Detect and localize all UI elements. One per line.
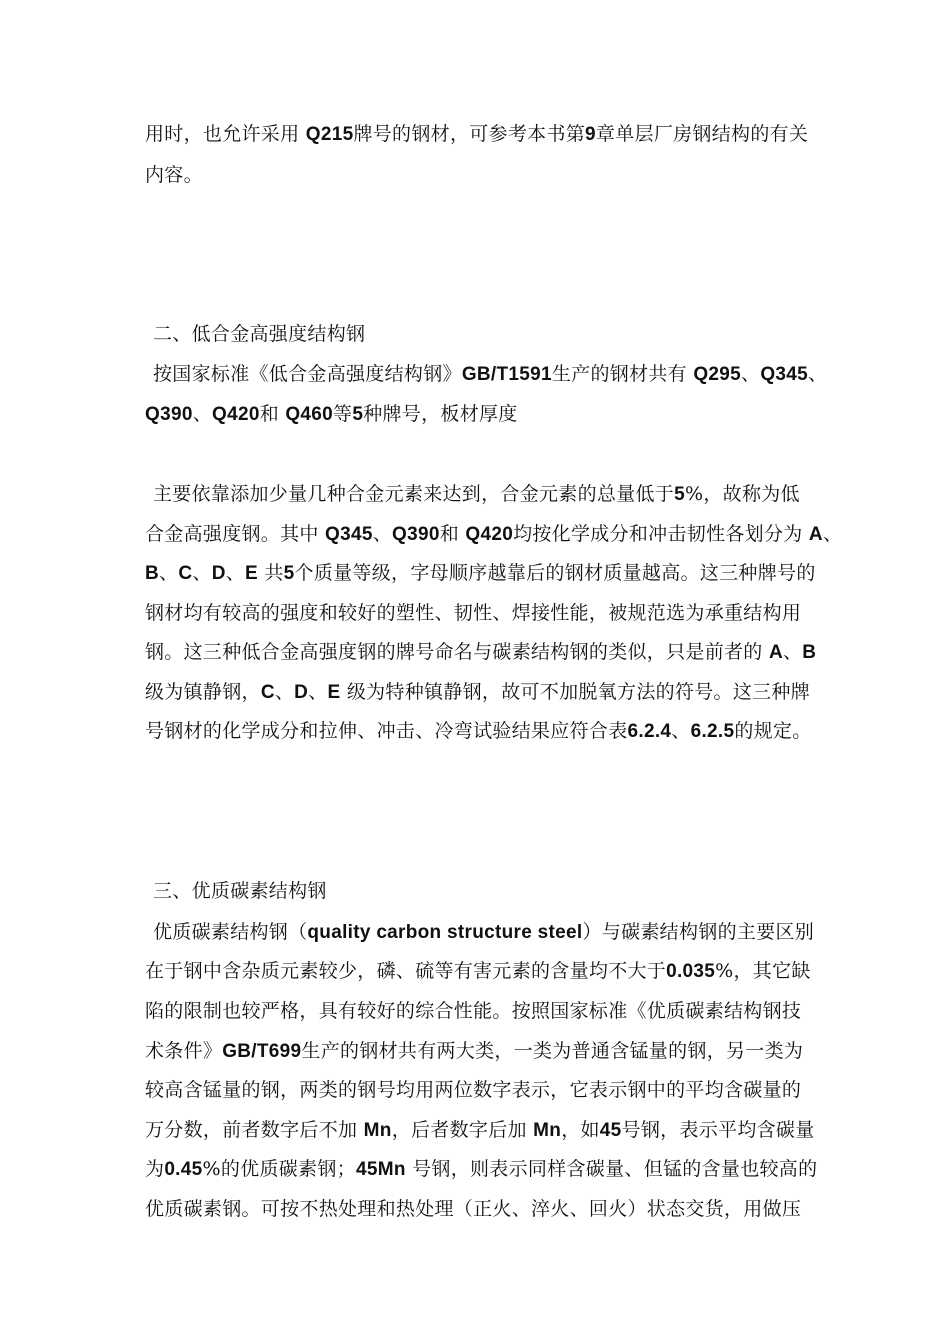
latin-term: 45Mn	[355, 1159, 406, 1180]
latin-term: 45	[599, 1120, 622, 1141]
latin-term: 5	[674, 484, 685, 505]
text-line	[145, 679, 810, 706]
text-run: 、	[274, 681, 295, 703]
text-run: 和	[259, 403, 286, 425]
latin-term: D	[294, 682, 309, 703]
latin-term: Q215	[305, 124, 354, 145]
latin-term: C	[178, 563, 193, 584]
text-run: 万分数，前者数字后不加	[145, 1119, 364, 1141]
text-run: 级为镇静钢，	[145, 681, 261, 703]
section-3-heading: 三、优质碳素结构钢	[153, 880, 327, 902]
latin-term: Q390	[145, 404, 193, 425]
text-line	[145, 1117, 815, 1144]
text-line	[145, 560, 816, 587]
text-line	[145, 600, 801, 626]
text-line	[145, 1156, 817, 1183]
text-line	[145, 998, 801, 1024]
latin-term: Mn	[363, 1120, 392, 1141]
text-run: 种牌号，板材厚度	[363, 403, 518, 425]
text-run: 、	[225, 562, 246, 584]
text-run: 、	[372, 523, 393, 545]
latin-term: C	[260, 682, 275, 703]
latin-term: 9	[585, 124, 596, 145]
latin-term: 5	[283, 563, 295, 584]
latin-term: quality carbon structure steel	[307, 922, 583, 943]
text-run: 均按化学成分和冲击韧性各划分为	[513, 523, 809, 545]
text-run: 主要依靠添加少量几种合金元素来达到，合金元素的总量低于	[153, 483, 675, 505]
text-run: 、	[671, 720, 691, 742]
latin-term: Q345	[760, 364, 809, 385]
text-run: 钢。这三种低合金高强度钢的牌号命名与碳素结构钢的类似，只是前者的	[145, 641, 769, 663]
text-run: 和	[439, 523, 466, 545]
text-run: 、	[782, 641, 803, 663]
text-line	[145, 401, 518, 428]
text-line	[145, 162, 203, 188]
text-run: 生产的钢材共有两大类，一类为普通含锰量的钢，另一类为	[301, 1040, 804, 1062]
latin-term: Mn	[533, 1120, 562, 1141]
latin-term: A	[808, 524, 823, 545]
text-run: 共	[258, 562, 284, 584]
text-line	[145, 1077, 801, 1103]
latin-term: 0.45	[164, 1159, 203, 1180]
text-run: 内容。	[145, 164, 203, 186]
latin-term: E	[245, 563, 259, 584]
text-run: 较高含锰量的钢，两类的钢号均用两位数字表示，它表示钢中的平均含碳量的	[145, 1079, 802, 1101]
text-line	[145, 639, 816, 666]
text-run: 合金高强度钢。其中	[145, 523, 326, 545]
text-run: 按国家标准《低合金高强度结构钢》	[153, 363, 462, 385]
text-line	[145, 121, 808, 148]
latin-term: GB/T699	[222, 1041, 302, 1062]
text-line	[153, 919, 814, 946]
text-run: %，故称为低	[684, 483, 800, 505]
latin-term: 0.035	[666, 961, 716, 982]
text-run: 用时，也允许采用	[145, 123, 306, 145]
latin-term: 5	[352, 404, 364, 425]
text-line	[145, 1196, 801, 1222]
text-line	[145, 521, 842, 548]
text-run: 术条件》	[145, 1040, 223, 1062]
latin-term: D	[211, 563, 226, 584]
text-run: 级为特种镇静钢，故可不加脱氧方法的符号。这三种牌	[340, 681, 811, 703]
text-run: 、	[741, 363, 761, 385]
text-run: 、	[822, 523, 843, 545]
text-run: 牌号的钢材，可参考本书第	[353, 123, 586, 145]
text-run: 优质碳素结构钢（	[153, 921, 308, 943]
text-run: 的规定。	[734, 720, 812, 742]
text-line	[153, 361, 827, 388]
latin-term: B	[145, 563, 160, 584]
text-run: 、	[192, 562, 212, 584]
latin-term: GB/T1591	[461, 364, 552, 385]
text-run: 、	[308, 681, 328, 703]
text-run: 号钢，则表示同样含碳量、但锰的含量也较高的	[405, 1158, 818, 1180]
text-run: 号钢材的化学成分和拉伸、冲击、冷弯试验结果应符合表	[145, 720, 628, 742]
text-run: 、	[192, 403, 212, 425]
text-run: 章单层厂房钢结构的有关	[595, 123, 809, 145]
text-run: 钢材均有较高的强度和较好的塑性、韧性、焊接性能，被规范选为承重结构用	[145, 602, 802, 624]
latin-term: B	[802, 642, 817, 663]
text-run: ，如	[561, 1119, 600, 1141]
text-run: 生产的钢材共有	[551, 363, 694, 385]
text-run: 、	[808, 363, 828, 385]
text-run: %的优质碳素钢；	[202, 1158, 356, 1180]
text-run: 号钢，表示平均含碳量	[621, 1119, 815, 1141]
latin-term: A	[768, 642, 783, 663]
latin-term: Q460	[285, 404, 334, 425]
text-line	[145, 718, 812, 745]
latin-term: 6.2.4	[627, 721, 672, 742]
latin-term: Q345	[325, 524, 373, 545]
section-2-heading: 二、低合金高强度结构钢	[153, 323, 366, 345]
latin-term: Q420	[465, 524, 514, 545]
latin-term: Q390	[392, 524, 440, 545]
latin-term: Q295	[693, 364, 742, 385]
text-run: 为	[145, 1158, 165, 1180]
latin-term: 6.2.5	[690, 721, 735, 742]
text-run: 、	[159, 562, 179, 584]
text-run: 在于钢中含杂质元素较少，磷、硫等有害元素的含量均不大于	[145, 960, 667, 982]
text-run: 优质碳素钢。可按不热处理和热处理（正火、淬火、回火）状态交货，用做压	[145, 1198, 802, 1220]
text-line	[153, 481, 800, 508]
latin-term: Q420	[212, 404, 260, 425]
text-run: 个质量等级，字母顺序越靠后的钢材质量越高。这三种牌号的	[294, 562, 816, 584]
text-run: ，后者数字后加	[391, 1119, 534, 1141]
text-run: ）与碳素结构钢的主要区别	[582, 921, 815, 943]
latin-term: E	[327, 682, 341, 703]
text-run: %，其它缺	[715, 960, 811, 982]
text-line	[145, 1038, 803, 1065]
text-run: 陷的限制也较严格，具有较好的综合性能。按照国家标准《优质碳素结构钢技	[145, 1000, 802, 1022]
text-run: 等	[333, 403, 353, 425]
text-line	[145, 958, 811, 985]
